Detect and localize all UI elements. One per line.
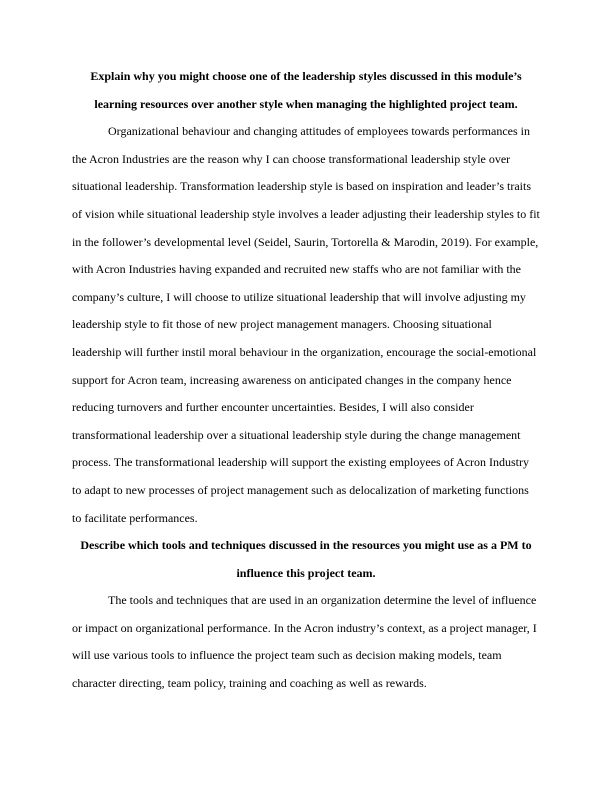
section-2-heading [72,532,540,587]
paragraph-line: character directing, team policy, training and coaching as well as rewards. [72,676,427,691]
paragraph-line: of vision while situational leadership style involves a leader adjusting their leadership styles to fit [72,206,540,221]
paragraph-line: the Acron Industries are the reason why I can choose transformational leadership style over [72,151,511,166]
paragraph-line: reducing turnovers and further encounter uncertainties. Besides, I will also consider [72,400,474,415]
paragraph-line: Organizational behaviour and changing attitudes of employees towards performances in [108,124,530,139]
document-body [72,63,540,698]
paragraph-line: situational leadership. Transformation leadership style is based on inspiration and leader’s traits [72,179,532,194]
heading-line: influence this project team. [236,565,376,580]
section-1-paragraph [72,118,540,532]
paragraph-line: leadership will further instil moral behaviour in the organization, encourage the social-emotional [72,344,537,359]
paragraph-line: will use various tools to influence the project team such as decision making models, team [72,648,502,663]
paragraph-line: with Acron Industries having expanded and recruited new staffs who are not familiar with the [72,262,521,277]
paragraph-line: company’s culture, I will choose to utilize situational leadership that will involve adjusting my [72,289,526,304]
section-2-paragraph [72,587,540,697]
heading-line: Describe which tools and techniques discussed in the resources you might use as a PM to [80,538,532,553]
paragraph-line: process. The transformational leadership will support the existing employees of Acron Industry [72,455,530,470]
paragraph-line: in the follower’s developmental level (Seidel, Saurin, Tortorella & Marodin, 2019). For example, [72,234,539,249]
paragraph-line: to adapt to new processes of project management such as delocalization of marketing functions [72,482,529,497]
heading-line: learning resources over another style when managing the highlighted project team. [94,96,518,111]
paragraph-line: transformational leadership over a situational leadership style during the change management [72,427,521,442]
paragraph-line: The tools and techniques that are used in an organization determine the level of influence [108,593,537,608]
section-1-heading [72,63,540,118]
paragraph-line: leadership style to fit those of new project management managers. Choosing situational [72,317,492,332]
paragraph-line: support for Acron team, increasing awareness on anticipated changes in the company hence [72,372,512,387]
heading-line: Explain why you might choose one of the leadership styles discussed in this module’s [90,69,522,83]
paragraph-line: or impact on organizational performance. In the Acron industry’s context, as a project manager, I [72,620,537,635]
paragraph-line: to facilitate performances. [72,510,198,525]
